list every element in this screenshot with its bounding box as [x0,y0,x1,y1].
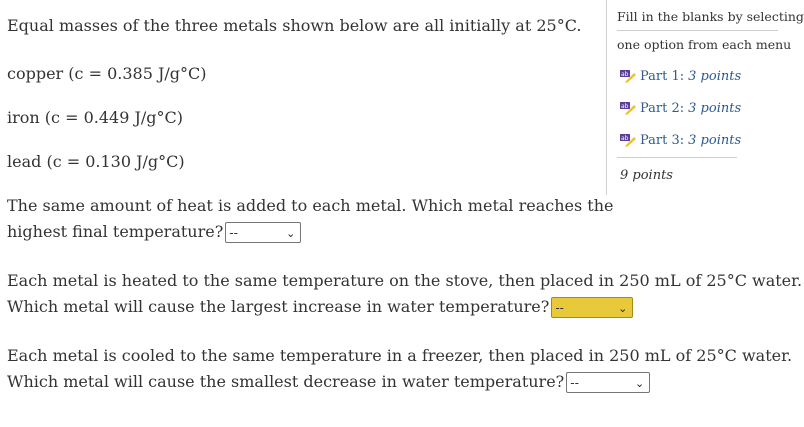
sidebar-part-3[interactable] [620,133,741,148]
svg-text:ab: ab [621,71,629,78]
sidebar-divider-bottom [617,157,737,158]
question-3 [7,343,792,395]
chevron-down-icon: ⌄ [635,377,645,390]
ab-pencil-icon [620,134,636,147]
sidebar-part-3-label: Part 3: [640,133,685,148]
question-1-select-value: -- [229,226,238,240]
metal-copper: copper (c = 0.385 J/g°C) [7,64,207,83]
question-1-line2: highest final temperature? [7,222,224,241]
sidebar-part-1-points: 3 points [688,69,742,84]
chevron-down-icon: ⌄ [286,227,296,240]
question-2-line1: Each metal is heated to the same temperature on the stove, then placed in 250 mL of 25°C water. [7,271,803,290]
question-2 [7,268,802,320]
question-1-select[interactable] [225,222,301,243]
ab-pencil-icon [620,102,636,115]
question-3-select-value: -- [570,376,579,390]
sidebar-part-2-points: 3 points [688,101,742,116]
metal-lead: lead (c = 0.130 J/g°C) [7,152,185,171]
sidebar-part-2-label: Part 2: [640,101,685,116]
intro-text: Equal masses of the three metals shown below are all initially at 25°C. [7,16,582,35]
metal-iron: iron (c = 0.449 J/g°C) [7,108,183,127]
ab-pencil-icon [620,70,636,83]
svg-text:ab: ab [621,103,629,110]
question-3-line1: Each metal is cooled to the same temperature in a freezer, then placed in 250 mL of 25°C water. [7,346,793,365]
sidebar-total-points: 9 points [620,168,673,183]
sidebar-instruction-line2: one option from each menu [617,37,792,52]
question-3-line2: Which metal will cause the smallest decrease in water temperature? [7,372,565,391]
points-sidebar [606,0,804,195]
question-2-line2: Which metal will cause the largest increase in water temperature? [7,297,550,316]
sidebar-divider [617,30,778,31]
question-2-select-value: -- [555,301,565,315]
sidebar-part-2[interactable] [620,101,741,116]
question-1-line1: The same amount of heat is added to each metal. Which metal reaches the [7,196,614,215]
question-1 [7,193,614,245]
sidebar-part-1-label: Part 1: [640,69,685,84]
question-3-select[interactable] [566,372,650,393]
question-2-select[interactable] [551,297,633,318]
sidebar-part-1[interactable] [620,69,741,84]
chevron-down-icon: ⌄ [618,302,628,315]
sidebar-part-3-points: 3 points [688,133,742,148]
svg-text:ab: ab [621,135,629,142]
sidebar-instruction-line1: Fill in the blanks by selecting [617,9,804,24]
